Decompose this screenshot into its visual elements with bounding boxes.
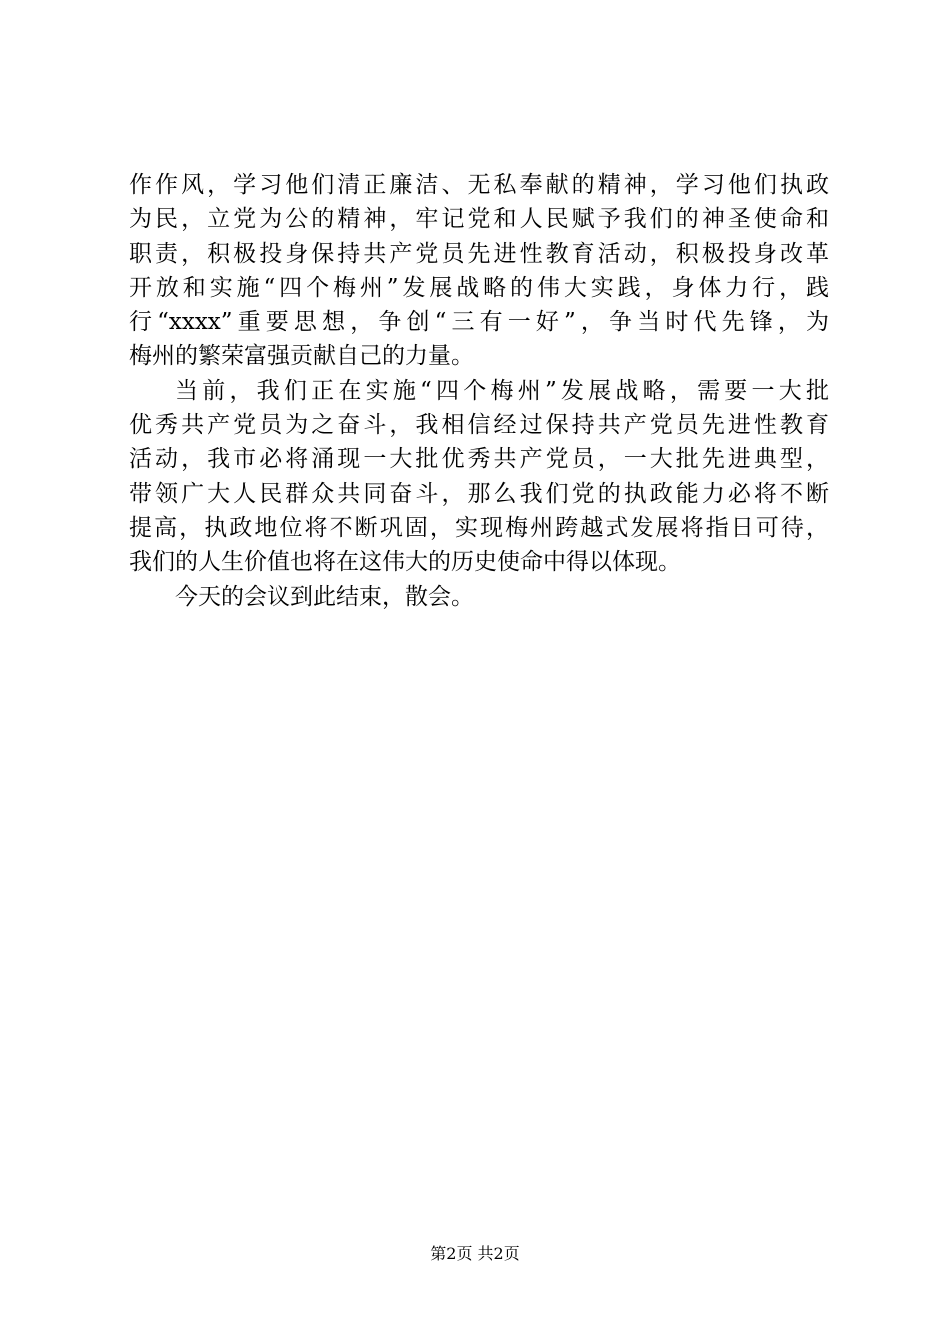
text-line: 为民，立党为公的精神，牢记党和人民赋予我们的神圣使命和 bbox=[129, 206, 829, 233]
text-line: 行“xxxx”重要思想，争创“三有一好”，争当时代先锋，为 bbox=[129, 309, 829, 336]
paragraph-1 bbox=[129, 168, 829, 374]
text-line: 职责，积极投身保持共产党员先进性教育活动，积极投身改革 bbox=[129, 240, 829, 267]
text-line: 活动，我市必将涌现一大批优秀共产党员，一大批先进典型， bbox=[129, 446, 829, 473]
text-line: 提高，执政地位将不断巩固，实现梅州跨越式发展将指日可待， bbox=[129, 514, 829, 541]
text-line: 梅州的繁荣富强贡献自己的力量。 bbox=[129, 343, 474, 370]
text-line: 带领广大人民群众共同奋斗，那么我们党的执政能力必将不断 bbox=[129, 480, 829, 507]
text-line: 优秀共产党员为之奋斗，我相信经过保持共产党员先进性教育 bbox=[129, 412, 829, 439]
text-line: 今天的会议到此结束，散会。 bbox=[175, 583, 474, 610]
text-line: 我们的人生价值也将在这伟大的历史使命中得以体现。 bbox=[129, 549, 681, 576]
paragraph-2 bbox=[129, 374, 829, 580]
text-line: 当前，我们正在实施“四个梅州”发展战略，需要一大批 bbox=[175, 377, 829, 404]
document-body bbox=[129, 168, 829, 614]
page-footer bbox=[0, 1244, 950, 1264]
paragraph-3 bbox=[129, 580, 829, 614]
text-line: 作作风，学习他们清正廉洁、无私奉献的精神，学习他们执政 bbox=[129, 172, 829, 198]
text-line: 开放和实施“四个梅州”发展战略的伟大实践，身体力行，践 bbox=[129, 274, 829, 301]
page-number-label: 第2页 共2页 bbox=[430, 1244, 520, 1263]
